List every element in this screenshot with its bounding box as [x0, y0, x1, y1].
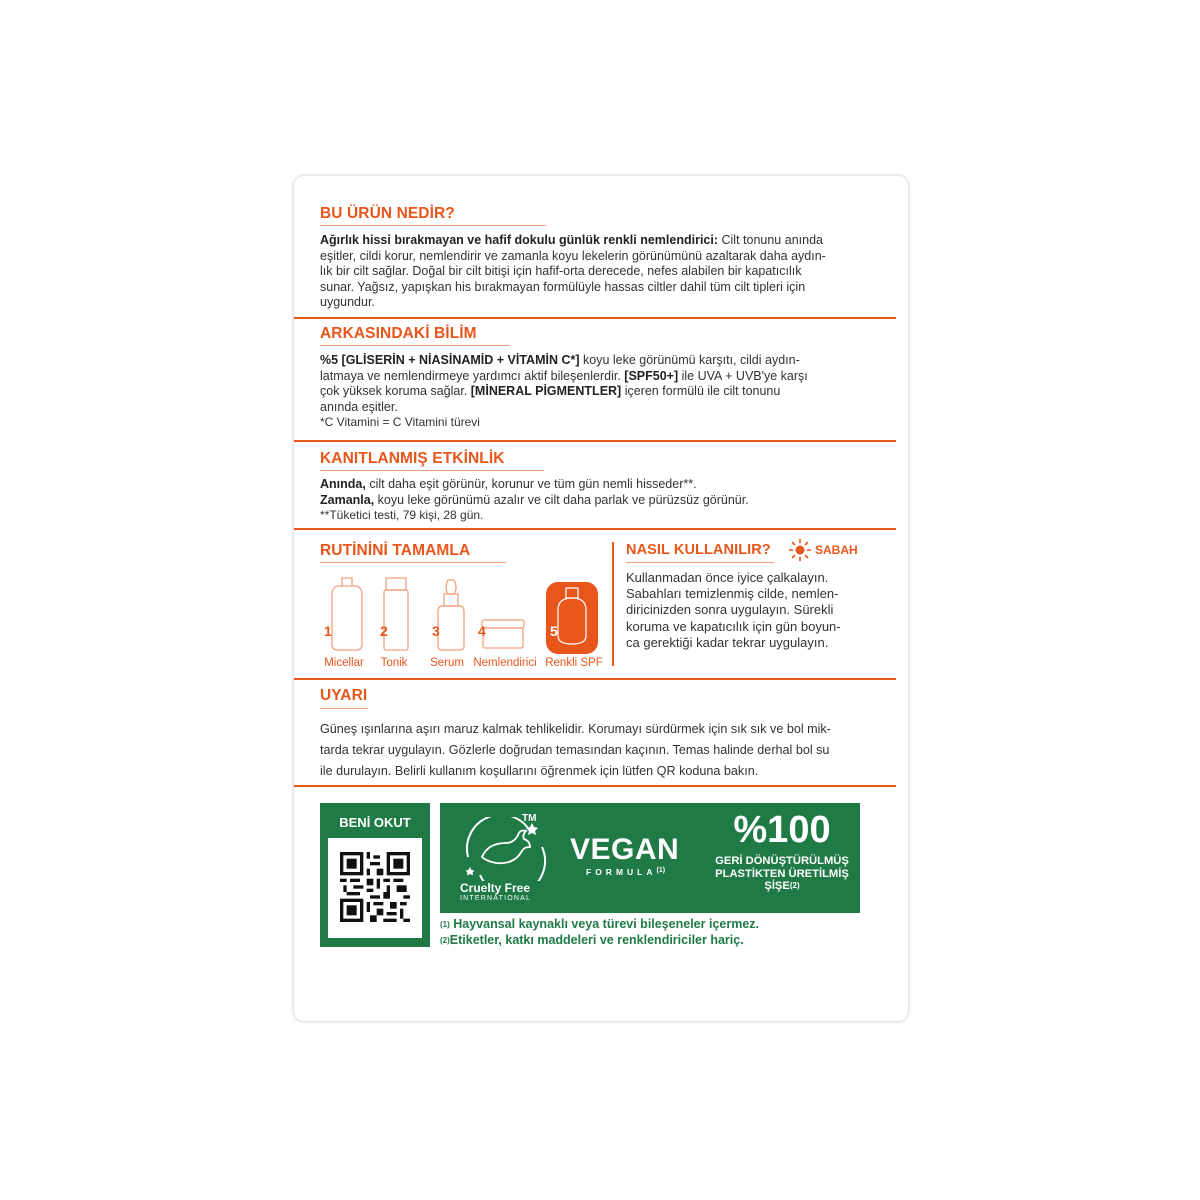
moisturizer-jar-icon — [480, 574, 542, 654]
howto-line: Sabahları temizlenmiş cilde, nemlen- — [626, 586, 839, 602]
section-title-routine: RUTİNİNİ TAMAMLA — [320, 542, 471, 559]
section-divider — [294, 785, 896, 787]
footnote-sup: (2) — [440, 935, 450, 945]
science-bold: %5 [GLİSERİN + NİASİNAMİD + VİTAMİN C*] — [320, 353, 580, 367]
cruelty-free-label: Cruelty Free — [460, 881, 531, 895]
certification-banner — [440, 803, 860, 913]
title-underline — [320, 225, 546, 226]
about-lead: Ağırlık hissi bırakmayan ve hafif dokulu günlük renkli nemlendirici: — [320, 233, 719, 247]
column-divider — [612, 542, 614, 666]
product-info-card — [294, 176, 908, 1021]
section-title-about: BU ÜRÜN NEDİR? — [320, 205, 455, 222]
section-divider — [294, 317, 896, 319]
routine-label: Micellar — [324, 657, 364, 669]
routine-label: Tonik — [380, 657, 408, 669]
routine-number: 2 — [380, 623, 388, 639]
routine-label: Nemlendirici — [473, 657, 537, 669]
routine-step-micellar — [322, 574, 384, 654]
qr-code-panel[interactable] — [320, 803, 430, 947]
about-line: Cilt tonunu anında — [718, 233, 823, 247]
science-line: latmaya ve nemlendirmeye yardımcı aktif bileşenlerdir. — [320, 368, 625, 383]
howto-line: Kullanmadan önce iyice çalkalayın. — [626, 570, 829, 585]
warning-line: tarda tekrar uygulayın. Gözlerle doğrudan temasından kaçının. Temas halinde derhal bol su — [320, 743, 830, 757]
recycled-line: GERİ DÖNÜŞTÜRÜLMÜŞ — [715, 855, 849, 867]
efficacy-bold: Anında, — [320, 477, 366, 491]
section-divider — [294, 440, 896, 442]
routine-label: Serum — [430, 657, 464, 669]
trademark-mark: TM — [522, 813, 537, 824]
sun-icon — [788, 538, 812, 562]
formula-label — [586, 867, 665, 877]
recycled-percent: %100 — [733, 809, 831, 851]
section-title-science: ARKASINDAKİ BİLİM — [320, 325, 477, 342]
title-underline — [320, 562, 506, 563]
footnote-sup: (1) — [440, 920, 450, 929]
morning-badge: SABAH — [815, 543, 858, 557]
science-line: koyu leke görünümü karşıtı, cildi aydın- — [579, 353, 800, 367]
routine-number: 1 — [324, 623, 332, 639]
science-bold: [SPF50+] — [624, 368, 679, 383]
science-line: ile UVA + UVB'ye karşı — [678, 368, 808, 383]
section-title-howto: NASIL KULLANILIR? — [626, 542, 771, 558]
about-line: lık bir cilt sağlar. Doğal bir cilt bitişi için hafif-orta derecede, nefes alabilen bir kapatıcılık — [320, 264, 802, 279]
footnotes — [440, 917, 900, 948]
title-underline — [320, 345, 510, 346]
recycled-text — [702, 855, 862, 893]
footnote-2: Etiketler, katkı maddeleri ve renklendiriciler hariç. — [449, 932, 744, 947]
science-line: içeren formülü ile cilt tonunu — [621, 384, 781, 399]
efficacy-line: koyu leke görünümü azalır ve cilt daha parlak ve pürüzsüz görünür. — [374, 492, 749, 507]
efficacy-text — [320, 477, 890, 524]
formula-sup: (1) — [656, 867, 666, 874]
micellar-bottle-icon — [322, 574, 384, 654]
warning-text — [320, 719, 890, 782]
howto-line: koruma ve kapatıcılık için gün boyun- — [626, 618, 841, 634]
recycled-sup: (2) — [789, 881, 800, 890]
about-text — [320, 233, 890, 311]
routine-number: 5 — [550, 623, 558, 639]
spf-bottle-icon — [544, 574, 606, 654]
section-title-efficacy: KANITLANMIŞ ETKİNLİK — [320, 450, 505, 467]
howto-line: ca gerektiği kadar tekrar uygulayın. — [626, 634, 829, 650]
howto-text — [626, 570, 886, 651]
efficacy-note: **Tüketici testi, 79 kişi, 28 gün. — [320, 508, 484, 523]
footnote-1: Hayvansal kaynaklı veya türevi bileşeneler içermez. — [449, 917, 759, 931]
cruelty-free-sub: INTERNATIONAL — [460, 895, 532, 902]
qr-label: BENİ OKUT — [339, 815, 411, 830]
routine-step-moisturizer — [480, 574, 542, 654]
efficacy-bold: Zamanla, — [320, 492, 375, 507]
routine-label: Renkli SPF — [545, 657, 603, 669]
about-line: sunar. Yağsız, yapışkan his bırakmayan formülüyle hassas ciltler dahil tüm cilt tipleri için — [320, 279, 806, 294]
section-divider — [294, 678, 896, 680]
science-bold: [MİNERAL PİGMENTLER] — [470, 384, 622, 399]
leaping-bunny-icon — [460, 817, 550, 881]
warning-line: Güneş ışınlarına aşırı maruz kalmak tehlikelidir. Korumayı sürdürmek için sık sık ve bol mik- — [320, 722, 831, 736]
qr-code-icon — [340, 852, 410, 922]
qr-code-frame — [328, 838, 422, 938]
science-note: *C Vitamini = C Vitamini türevi — [320, 415, 480, 430]
efficacy-line: cilt daha eşit görünür, korunur ve tüm gün nemli hisseder**. — [365, 477, 697, 491]
title-underline — [626, 562, 774, 563]
science-line: anında eşitler. — [320, 399, 398, 414]
routine-step-tinted-spf — [544, 574, 606, 654]
section-title-warning: UYARI — [320, 687, 368, 704]
recycled-line: PLASTİKTEN ÜRETİLMİŞ — [715, 867, 849, 880]
warning-line: ile durulayın. Belirli kullanım koşullarını öğrenmek için lütfen QR koduna bakın. — [320, 764, 759, 778]
about-line: uygundur. — [320, 295, 375, 310]
science-text — [320, 353, 890, 431]
title-underline — [320, 470, 544, 471]
formula-text: FORMULA — [586, 867, 657, 877]
howto-line: diricinizden sonra uygulayın. Sürekli — [626, 602, 834, 618]
title-underline — [320, 708, 368, 709]
science-line: çok yüksek koruma sağlar. — [320, 384, 471, 399]
recycled-line: ŞİŞE — [764, 880, 790, 892]
routine-number: 3 — [432, 623, 440, 639]
routine-number: 4 — [478, 623, 486, 639]
about-line: eşitler, cildi korur, nemlendirir ve zamanla koyu lekelerin görünümünü azaltarak daha aydın- — [320, 248, 826, 263]
vegan-label: VEGAN — [570, 833, 680, 866]
section-divider — [294, 528, 896, 530]
